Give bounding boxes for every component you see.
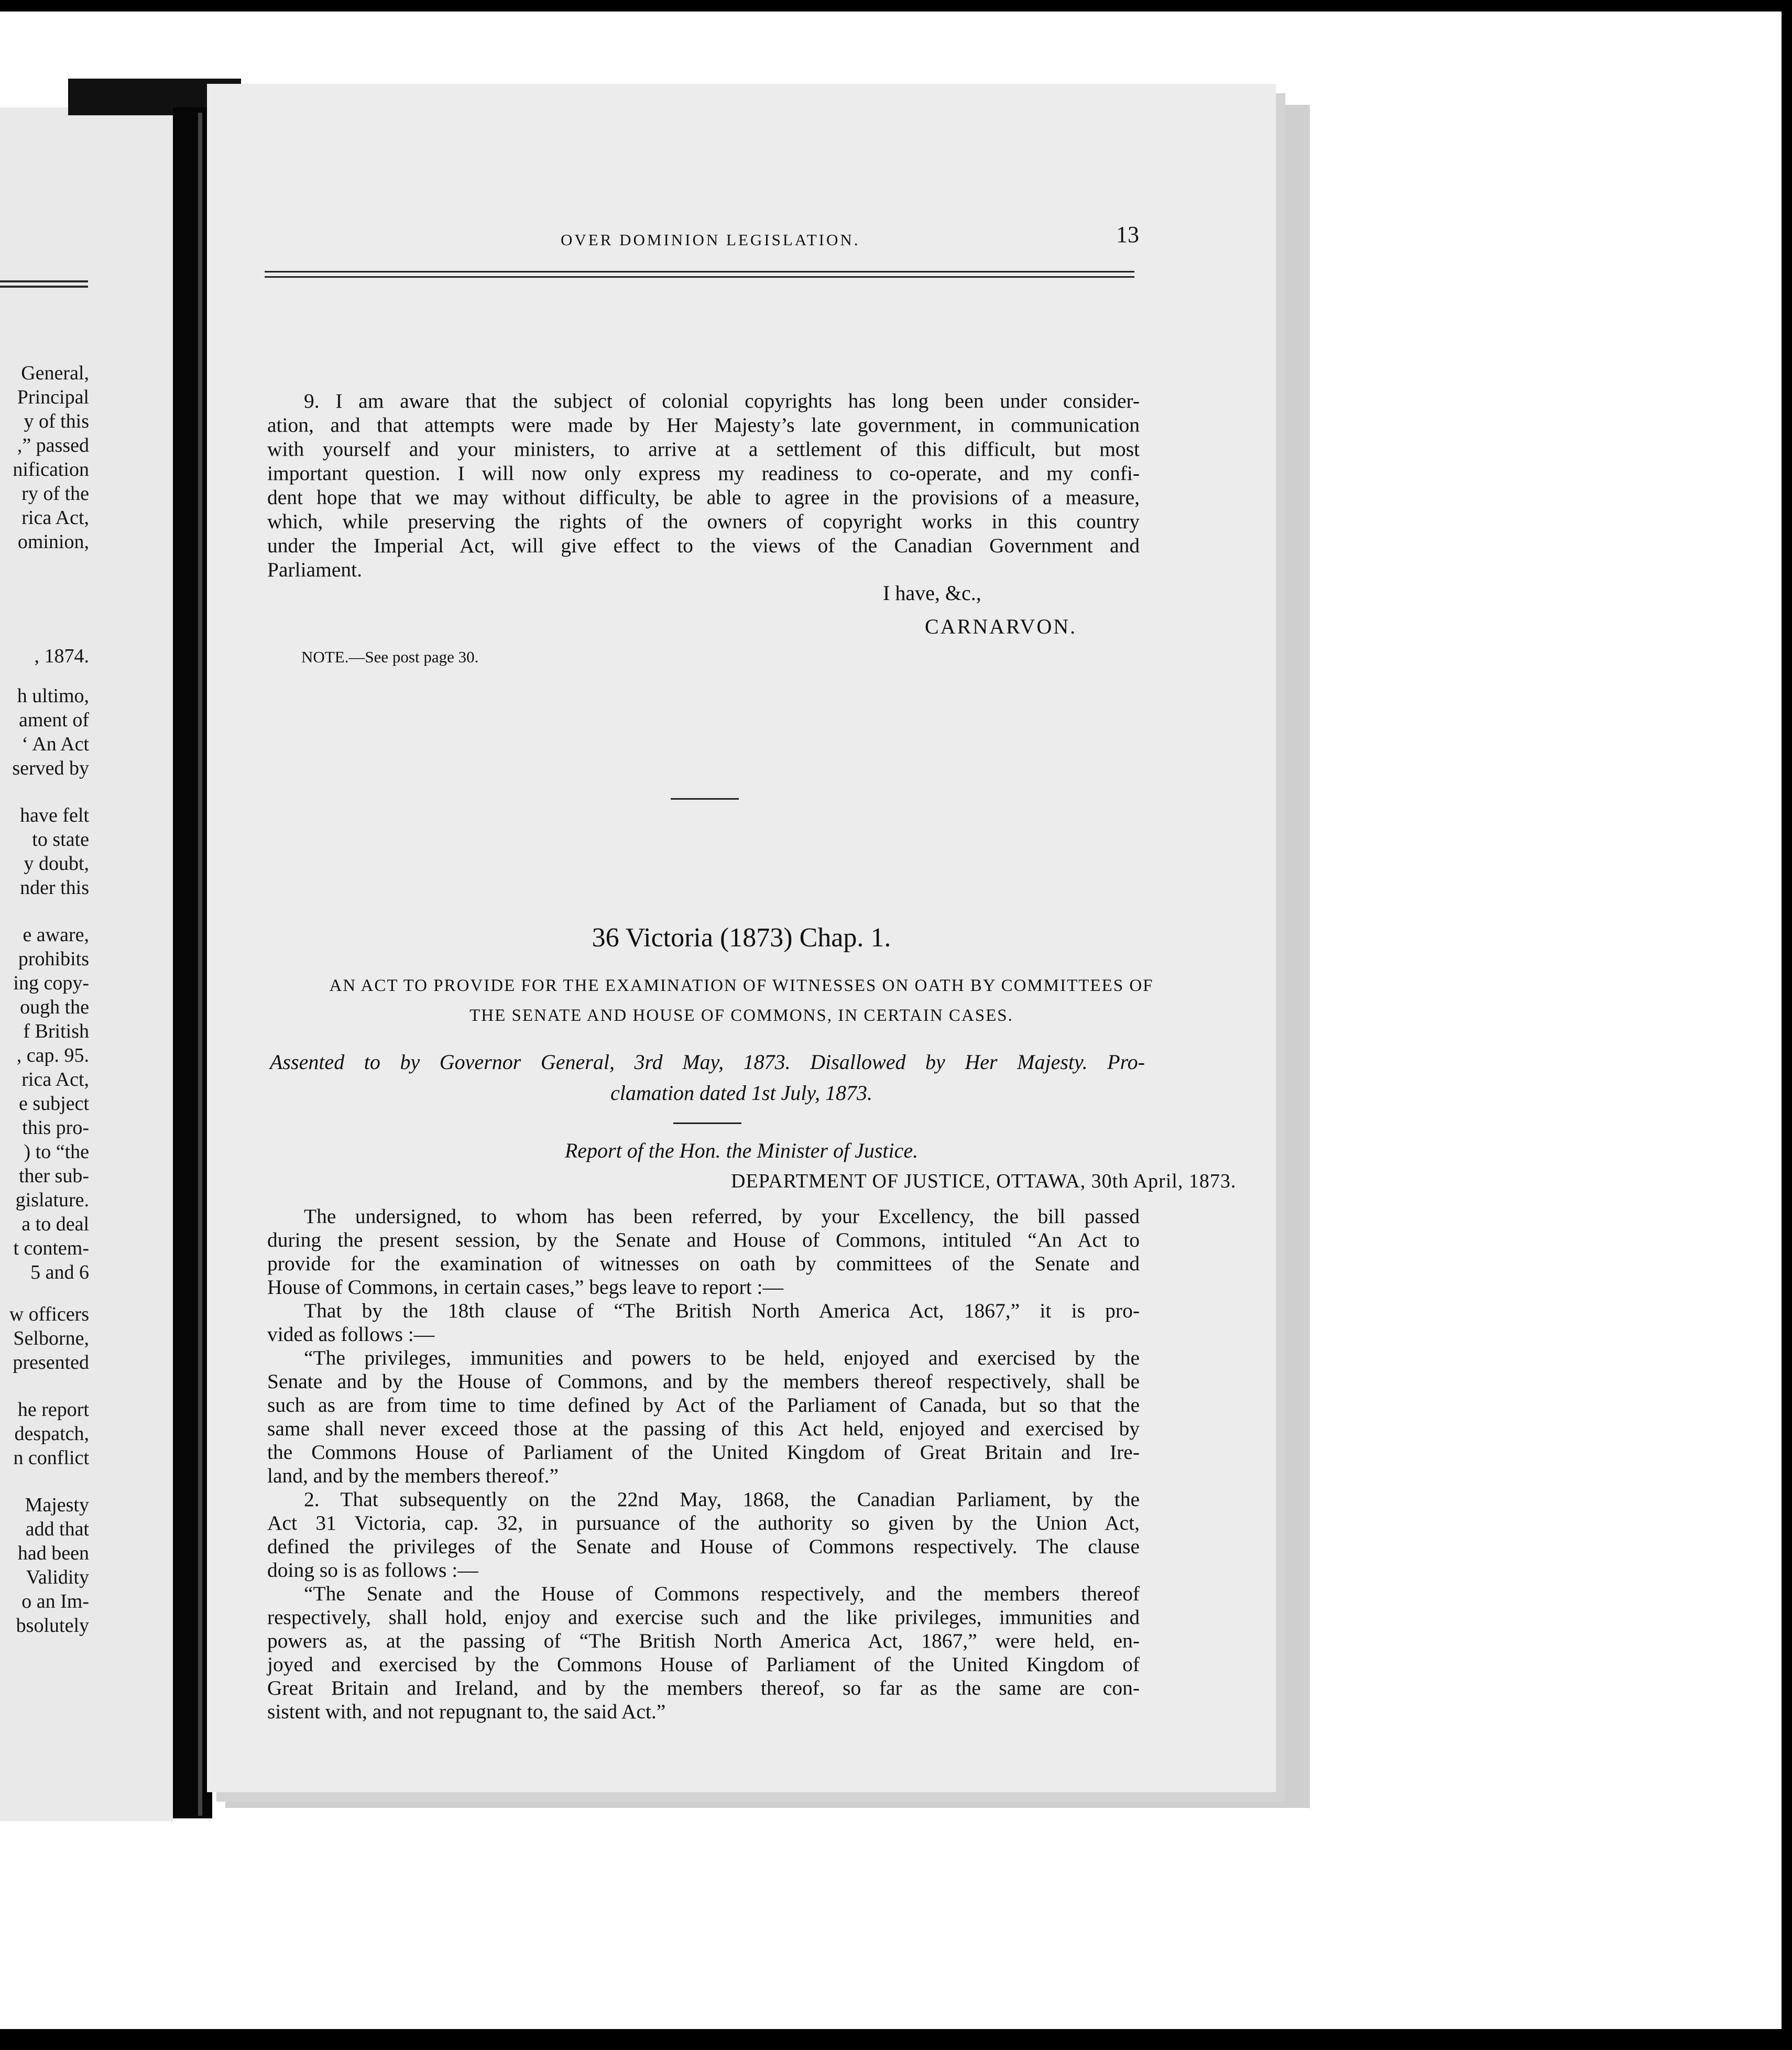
left-page-line: had been [17,1542,89,1564]
left-page-line: ) to “the [24,1141,89,1163]
left-page-line: t contem- [13,1237,89,1259]
left-page-line: served by [12,757,89,779]
report-line: Act 31 Victoria, cap. 32, in pursuance of the authority so given by the Union Act, [267,1511,1140,1534]
report-line: respectively, shall hold, enjoy and exercise such and the like privileges, immunities and [267,1606,1140,1629]
left-page-line: presented [13,1351,89,1373]
act-name-line-1: AN ACT TO PROVIDE FOR THE EXAMINATION OF WITNESSES ON OATH BY COMMITTEES OF [329,976,1154,995]
left-page-line: rica Act, [21,1068,89,1091]
left-page-line: nder this [20,877,89,899]
left-page-line: e subject [18,1093,89,1115]
report-line: defined the privileges of the Senate and House of Commons respectively. The clause [267,1535,1140,1558]
act-title: 36 Victoria (1873) Chap. 1. [592,923,891,953]
left-page-line: Majesty [25,1494,89,1516]
report-line: The undersigned, to whom has been referred, by your Excellency, the bill passed [304,1205,1140,1228]
section-divider [671,798,739,800]
page-number: 13 [1116,222,1139,247]
left-page-line: General, [21,362,89,384]
section-divider [673,1122,741,1124]
left-page-line: rica Act, [21,507,89,529]
left-page-line: 5 and 6 [30,1261,89,1283]
report-line: That by the 18th clause of “The British North America Act, 1867,” it is pro- [304,1299,1140,1322]
report-line: powers as, at the passing of “The British North America Act, 1867,” were held, en- [267,1629,1140,1652]
left-page-line: ament of [18,709,89,731]
left-page-line: w officers [9,1303,89,1325]
report-line: the Commons House of Parliament of the United Kingdom of Great Britain and Ire- [267,1441,1140,1464]
left-page-line: ing copy- [13,972,89,994]
report-line: same shall never exceed those at the passing of this Act held, enjoyed and exercised by [267,1417,1140,1440]
letter-line: ation, and that attempts were made by Her Majesty’s late government, in communication [267,413,1140,437]
left-page-line: , 1874. [34,645,89,667]
report-line: “The privileges, immunities and powers to be held, enjoyed and exercised by the [304,1346,1140,1369]
book-gutter [173,107,212,1818]
left-page-rule [0,286,88,288]
left-page-line: add that [25,1518,89,1540]
report-line: joyed and exercised by the Commons House of Parliament of the United Kingdom of [267,1653,1140,1676]
left-page-line: e aware, [23,924,89,946]
letter-line: 9. I am aware that the subject of colonial copyrights has long been under consider- [304,389,1140,412]
report-heading: Report of the Hon. the Minister of Justice. [564,1139,919,1162]
header-rule [265,276,1134,278]
report-line: “The Senate and the House of Commons respectively, and the members thereof [304,1582,1140,1605]
report-line: Great Britain and Ireland, and by the members thereof, so far as the same are con- [267,1676,1140,1699]
left-page-rule [0,280,88,282]
left-page-line: , cap. 95. [16,1044,89,1066]
running-head: OVER DOMINION LEGISLATION. [561,231,860,249]
left-page-line: ther sub- [18,1165,89,1187]
header-rule [265,271,1134,272]
footnote: NOTE.—See post page 30. [301,648,479,666]
letter-line: dent hope that we may without difficulty, be able to agree in the provisions of a measure, [267,486,1140,509]
left-page-line: gislature. [15,1189,89,1211]
film-border-right [1782,0,1792,2050]
report-line: provide for the examination of witnesses on oath by committees of the Senate and [267,1252,1140,1275]
left-page-line: prohibits [18,948,89,970]
left-page-line: n conflict [13,1447,89,1469]
department-line: DEPARTMENT OF JUSTICE, OTTAWA, 30th April, 1873. [731,1170,1237,1192]
left-page-line: despatch, [14,1423,89,1445]
report-line: Senate and by the House of Commons, and by the members thereof respectively, shall be [267,1370,1140,1393]
facing-page-left [0,107,173,1821]
left-page-line: h ultimo, [17,685,89,707]
gutter-edge [198,113,202,1816]
left-page-line: ry of the [21,483,89,505]
report-line: such as are from time to time defined by Act of the Parliament of Canada, but so that the [267,1393,1140,1416]
report-line: House of Commons, in certain cases,” begs leave to report :— [267,1275,784,1299]
left-page-line: Principal [17,386,89,408]
report-line: during the present session, by the Senate and House of Commons, intituled “An Act to [267,1228,1140,1251]
left-page-line: he report [17,1399,89,1421]
left-page-line: o an Im- [21,1590,89,1612]
left-page-line: Selborne, [13,1327,89,1349]
letter-line: which, while preserving the rights of the owners of copyright works in this country [267,510,1140,533]
letter-line: Parliament. [267,558,362,581]
left-page-line: nification [13,459,89,481]
report-line: doing so is as follows :— [267,1558,478,1582]
letter-line: under the Imperial Act, will give effect to the views of the Canadian Government and [267,534,1140,557]
letter-signoff: I have, &c., [883,581,981,605]
left-page-line: ‘ An Act [21,733,89,755]
report-line: 2. That subsequently on the 22nd May, 1868, the Canadian Parliament, by the [304,1488,1140,1511]
left-page-line: f British [23,1020,89,1042]
page-13 [207,84,1276,1792]
left-page-line: have felt [20,804,89,826]
left-page-line: bsolutely [16,1615,89,1637]
assent-line-1: Assented to by Governor General, 3rd May, 1873. Disallowed by Her Majesty. Pro- [270,1050,1145,1074]
film-border-bottom [0,2029,1792,2050]
left-page-line: a to deal [21,1213,89,1235]
left-page-line: ominion, [17,531,89,553]
report-line: vided as follows :— [267,1323,435,1346]
left-page-line: Validity [26,1566,89,1588]
letter-line: important question. I will now only express my readiness to co-operate, and my confi- [267,462,1140,485]
left-page-line: y doubt, [24,853,89,875]
letter-signature: CARNARVON. [925,615,1077,638]
report-line: sistent with, and not repugnant to, the said Act.” [267,1700,666,1723]
report-line: land, and by the members thereof.” [267,1464,559,1487]
left-page-line: ,” passed [17,434,89,456]
left-page-line: to state [32,828,89,850]
left-page-line: ough the [20,996,89,1018]
assent-line-2: clamation dated 1st July, 1873. [610,1081,872,1105]
left-page-line: this pro- [22,1117,89,1139]
letter-line: with yourself and your ministers, to arrive at a settlement of this difficult, but most [267,438,1140,461]
act-name-line-2: THE SENATE AND HOUSE OF COMMONS, IN CERTAIN CASES. [469,1006,1013,1025]
left-page-line: y of this [24,410,89,432]
film-border-top [0,0,1792,12]
